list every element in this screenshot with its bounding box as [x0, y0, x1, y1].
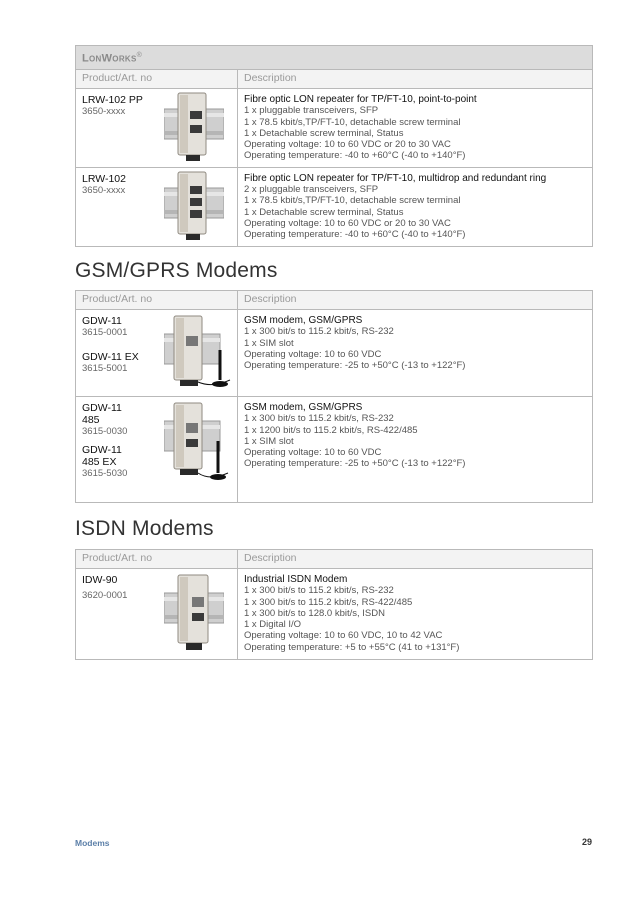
description-line: Operating temperature: -40 to +60°C (-40 to +140°F): [244, 150, 466, 162]
din-rail-repeater-image: [164, 170, 224, 242]
product-cell: [76, 397, 238, 503]
description-line: Operating voltage: 10 to 60 VDC or 20 to 30 VAC: [244, 217, 451, 229]
description-line: Operating voltage: 10 to 60 VDC: [244, 348, 382, 360]
product-cell: [76, 569, 238, 660]
product-name: LRW-102 PP: [82, 93, 143, 106]
description-line: 1 x Detachable screw terminal, Status: [244, 127, 404, 139]
article-number-ex: 3615-5001: [82, 363, 128, 374]
article-number: 3615-0001: [82, 327, 128, 338]
description-line: 1 x Detachable screw terminal, Status: [244, 206, 404, 218]
description-line: Operating temperature: +5 to +55°C (41 to +131°F): [244, 641, 460, 653]
article-number: 3620-0001: [82, 590, 128, 601]
description-title: Fibre optic LON repeater for TP/FT-10, point-to-point: [244, 93, 477, 105]
column-header-description: Description: [238, 69, 593, 88]
column-header-description: Description: [238, 291, 593, 310]
page-number: 29: [581, 837, 592, 847]
description-cell: [238, 569, 593, 660]
description-line: 1 x 300 bit/s to 128.0 kbit/s, ISDN: [244, 607, 385, 619]
description-cell: [238, 397, 593, 503]
footer-section-name: Modems: [75, 838, 110, 848]
description-line: 1 x pluggable transceivers, SFP: [244, 105, 379, 117]
description-line: 1 x 78.5 kbit/s,TP/FT-10, detachable screw terminal: [244, 116, 461, 128]
gsm-modem-image: [164, 401, 234, 487]
description-title: Industrial ISDN Modem: [244, 574, 348, 585]
product-name-line2: 485: [82, 414, 100, 426]
article-number-ex: 3615-5030: [82, 468, 128, 479]
lonworks-table: [75, 45, 593, 247]
description-line: 1 x 1200 bit/s to 115.2 kbit/s, RS-422/485: [244, 424, 418, 436]
product-name: GDW-11: [82, 315, 122, 327]
product-name: GDW-11: [82, 402, 122, 414]
description-line: 1 x SIM slot: [244, 435, 294, 447]
isdn-modem-image: [164, 571, 224, 655]
column-header-product: Product/Art. no: [76, 291, 238, 310]
description-line: Operating temperature: -40 to +60°C (-40 to +140°F): [244, 229, 466, 241]
gsm-table: [75, 290, 593, 503]
table-row: [76, 88, 593, 167]
gsm-header-row: [76, 291, 593, 310]
description-cell: [238, 310, 593, 397]
article-number: 3650-xxxx: [82, 184, 126, 196]
lonworks-caption-row: [76, 46, 593, 70]
din-rail-repeater-image: [164, 91, 224, 163]
table-row: [76, 310, 593, 397]
description-line: 1 x SIM slot: [244, 337, 294, 349]
description-line: Operating voltage: 10 to 60 VDC: [244, 447, 382, 459]
isdn-header-row: [76, 550, 593, 569]
description-line: 1 x 300 bit/s to 115.2 kbit/s, RS-232: [244, 585, 394, 597]
description-cell: [238, 88, 593, 167]
description-line: 1 x Digital I/O: [244, 619, 302, 631]
product-cell: [76, 88, 238, 167]
description-line: 2 x pluggable transceivers, SFP: [244, 184, 379, 196]
description-line: Operating temperature: -25 to +50°C (-13 to +122°F): [244, 360, 466, 372]
table-row: [76, 167, 593, 246]
description-line: 1 x 300 bit/s to 115.2 kbit/s, RS-232: [244, 413, 394, 425]
table-row: [76, 569, 593, 660]
description-line: 1 x 78.5 kbit/s,TP/FT-10, detachable screw terminal: [244, 195, 461, 207]
description-title: GSM modem, GSM/GPRS: [244, 402, 363, 413]
isdn-section-title: ISDN Modems: [75, 517, 214, 540]
product-cell: [76, 310, 238, 397]
description-line: Operating temperature: -25 to +50°C (-13 to +122°F): [244, 458, 466, 470]
description-line: Operating voltage: 10 to 60 VDC, 10 to 42 VAC: [244, 630, 443, 642]
description-title: GSM modem, GSM/GPRS: [244, 315, 363, 326]
lonworks-header-row: [76, 69, 593, 88]
lonworks-caption: LonWorks®: [76, 46, 593, 70]
product-name: LRW-102: [82, 172, 126, 185]
column-header-product: Product/Art. no: [76, 550, 238, 569]
description-line: 1 x 300 bit/s to 115.2 kbit/s, RS-422/485: [244, 596, 413, 608]
column-header-product: Product/Art. no: [76, 69, 238, 88]
description-line: 1 x 300 bit/s to 115.2 kbit/s, RS-232: [244, 326, 394, 338]
product-name: IDW-90: [82, 574, 118, 586]
product-name-ex: GDW-11: [82, 444, 122, 456]
product-name-ex-line2: 485 EX: [82, 456, 117, 468]
gsm-modem-image: [164, 314, 234, 392]
gsm-section-title: GSM/GPRS Modems: [75, 259, 278, 282]
column-header-description: Description: [238, 550, 593, 569]
description-cell: [238, 167, 593, 246]
product-cell: [76, 167, 238, 246]
product-name-ex: GDW-11 EX: [82, 351, 139, 363]
description-line: Operating voltage: 10 to 60 VDC or 20 to 30 VAC: [244, 139, 451, 151]
table-row: [76, 397, 593, 503]
description-title: Fibre optic LON repeater for TP/FT-10, multidrop and redundant ring: [244, 172, 547, 184]
isdn-table: [75, 549, 593, 660]
article-number: 3615-0030: [82, 426, 128, 437]
article-number: 3650-xxxx: [82, 105, 126, 117]
